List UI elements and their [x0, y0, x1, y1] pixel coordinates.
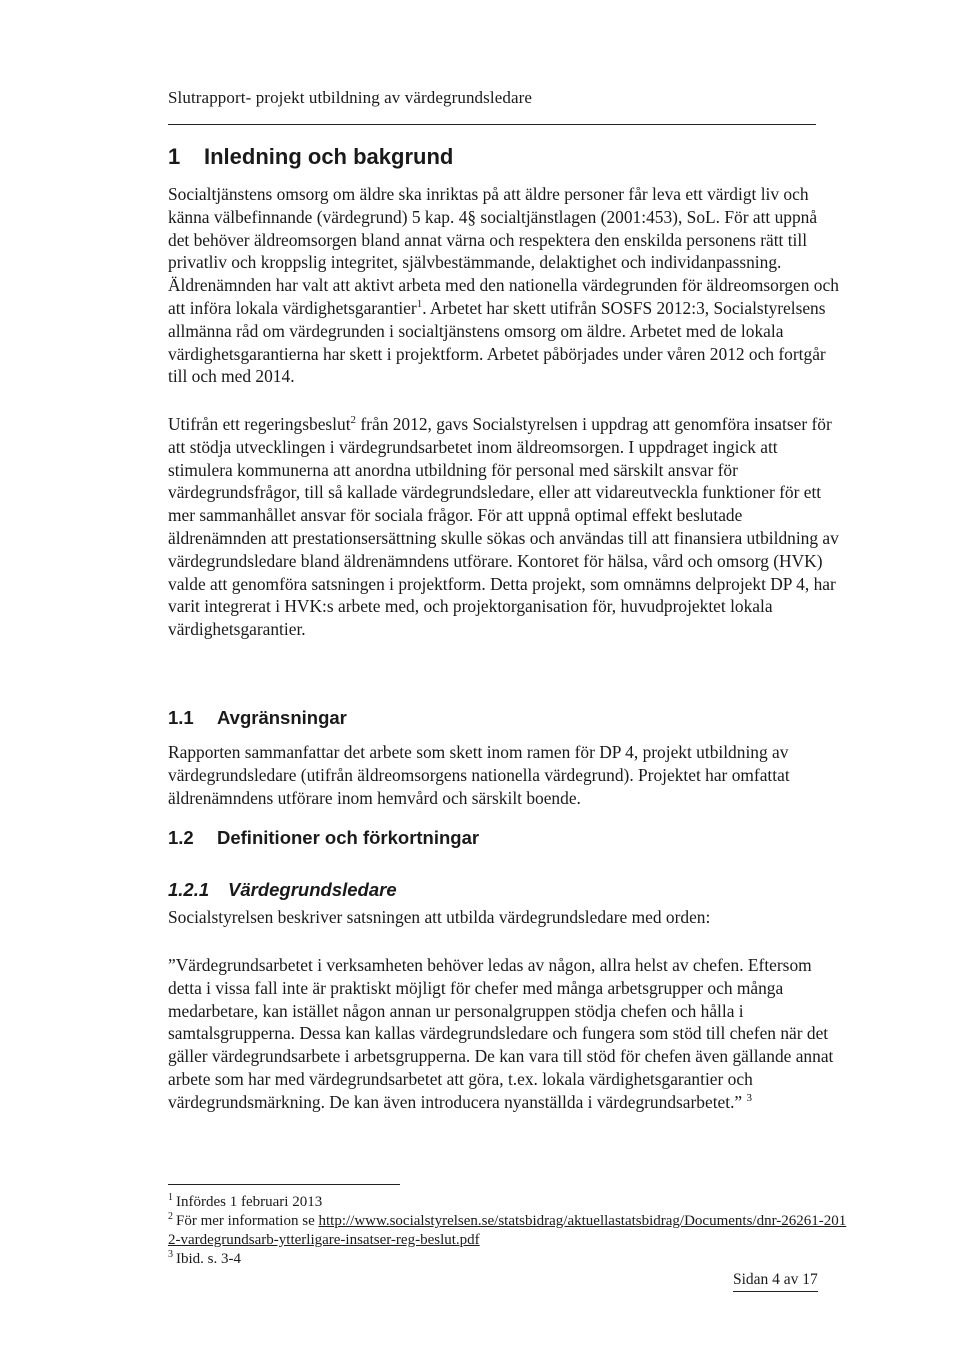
section-1-heading	[168, 144, 453, 170]
section-title: Definitioner och förkortningar	[217, 827, 480, 848]
section-1-2-1-heading	[168, 879, 397, 901]
paragraph-text: från 2012, gavs Socialstyrelsen i uppdrag att genomföra insatser för att stödja utvecklingen i värdegrundsarbetet inom äldreomsorgen. I uppdraget ingick att stimulera kommunerna att anordna utbildning för personal med särskilt ansvar för värdegrundsfrågor, till så kallade värdegrundsledare, eller att vidareutveckla funktioner för ett mer sammanhållet ansvar för sociala frågor. För att uppnå optimal effekt beslutade äldrenämnden att prestationsersättning skulle sökas och användas till att finansiera utbildning av värdegrundsledare bland äldrenämndens utförare. Kontoret för hälsa, vård och omsorg (HVK) valde att genomföra satsningen i projektform. Detta projekt, som omnämns delprojekt DP 4, har varit integrerat i HVK:s arbete med, och projektorganisation för, huvudprojektet lokala värdighetsgarantier.	[168, 414, 839, 640]
header-divider	[168, 124, 816, 125]
section-1-2-heading	[168, 827, 479, 849]
section-number: 1.1	[168, 707, 194, 728]
footnote-text: Infördes 1 februari 2013	[176, 1194, 323, 1210]
intro-paragraph	[168, 183, 840, 388]
footnote-3	[168, 1250, 848, 1269]
footnote-number: 3	[168, 1249, 173, 1260]
page-number: Sidan 4 av 17	[733, 1271, 818, 1292]
scope-paragraph: Rapporten sammanfattar det arbete som skett inom ramen för DP 4, projekt utbildning av värdegrundsledare (utifrån äldreomsorgens nationella värdegrund). Projektet har omfattat äldrenämndens utförare inom hemvård och särskilt boende.	[168, 742, 790, 808]
quote-intro: Socialstyrelsen beskriver satsningen att utbilda värdegrundsledare med orden:	[168, 907, 711, 927]
footnote-number: 1	[168, 1192, 173, 1203]
footnote-divider	[168, 1184, 400, 1185]
paragraph-text: . Arbetet har skett utifrån SOSFS 2012:3, Socialstyrelsens allmänna råd om värdegrunden i socialtjänstens omsorg om äldre. Arbetet med de lokala värdighetsgarantierna har skett i projektform. Arbetet påbörjades under våren 2012 och fortgår till och med 2014.	[168, 297, 826, 387]
footnote-2	[168, 1212, 848, 1250]
footnote-1	[168, 1193, 848, 1212]
section-number: 1	[168, 144, 181, 169]
section-number: 1.2.1	[168, 879, 210, 900]
section-title: Avgränsningar	[217, 707, 347, 728]
section-1-1-heading	[168, 707, 347, 729]
paragraph-text: Utifrån ett regeringsbeslut	[168, 414, 351, 434]
section-title: Värdegrundsledare	[228, 879, 397, 900]
footnote-text: Ibid. s. 3-4	[176, 1251, 241, 1267]
footnote-ref: 2	[350, 414, 357, 427]
footnote-ref: 1	[416, 298, 423, 311]
background-paragraph	[168, 413, 840, 641]
quote-paragraph	[168, 954, 840, 1114]
footnote-ref: 3	[746, 1091, 753, 1104]
running-header: Slutrapport- projekt utbildning av värdegrundsledare	[168, 88, 532, 107]
footnote-text: För mer information se	[176, 1213, 319, 1229]
footnote-link[interactable]: http://www.socialstyrelsen.se/statsbidrag/aktuellastatsbidrag/Documents/dnr-26261-2012-vardegrundsarb-ytterligare-insatser-reg-beslut.pdf	[168, 1213, 847, 1248]
section-title: Inledning och bakgrund	[204, 144, 454, 169]
quote-text: ”Värdegrundsarbetet i verksamheten behöver ledas av någon, allra helst av chefen. Eftersom detta i vissa fall inte är praktiskt möjligt för chefer med många arbetsgrupper och många medarbetare, kan istället någon annan ur personalgruppen stödja chefen och hålla i samtalsgrupperna. Dessa kan kallas värdegrundsledare och fungera som stöd till chefen när det gäller värdegrundsarbete i arbetsgrupperna. De kan vara till stöd för chefen även gällande annat arbete som har med värdegrundsarbetet att göra, t.ex. lokala värdighetsgarantier och värdegrundsmärkning. De kan även introducera nyanställda i värdegrundsarbetet.”	[168, 955, 834, 1112]
section-number: 1.2	[168, 827, 194, 848]
footnote-number: 2	[168, 1211, 173, 1222]
paragraph-text: Socialtjänstens omsorg om äldre ska inriktas på att äldre personer får leva ett värdigt liv och känna välbefinnande (värdegrund) 5 kap. 4§ socialtjänstlagen (2001:453), SoL. För att uppnå det behöver äldreomsorgen bland annat värna och respektera den enskilda personens rätt till privatliv och kroppslig integritet, självbestämmande, delaktighet och individanpassning. Äldrenämnden har valt att aktivt arbeta med den nationella värdegrunden för äldreomsorgen och att införa lokala värdighetsgarantier	[168, 184, 839, 318]
